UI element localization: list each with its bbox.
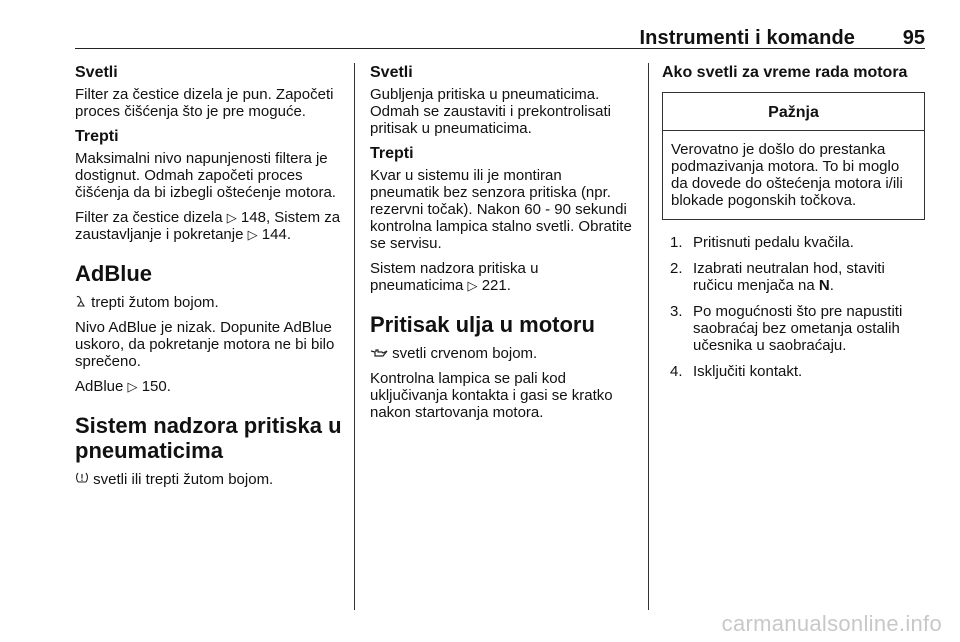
adblue-warning-icon — [75, 294, 87, 311]
page-ref-arrow-icon[interactable]: ▷ — [247, 227, 258, 242]
page-ref-arrow-icon[interactable]: ▷ — [127, 379, 138, 394]
page-number: 95 — [902, 27, 925, 49]
gear-position-label: N — [818, 277, 830, 294]
paragraph: Kvar u sistemu ili je montiran pneumatik bez senzora pritiska (npr. rezervni točak). Nakon 60 - 90 sekundi kontrolna lampica stalno svetli. Obratite se servisu. — [370, 167, 632, 252]
list-item — [662, 234, 925, 251]
paragraph — [75, 294, 343, 311]
section-heading: Svetli — [75, 64, 118, 81]
section-heading: Svetli — [370, 64, 413, 81]
paragraph-text: svetli ili trepti žutom bojom. — [89, 471, 274, 488]
paragraph-text: trepti žutom bojom. — [87, 294, 219, 311]
list-item — [662, 260, 925, 294]
tire-pressure-icon — [75, 471, 89, 488]
list-item — [662, 303, 925, 354]
paragraph: Maksimalni nivo napunjenosti filtera je dostignut. Odmah započeti proces čišćenja da bi izbegli oštećenje motora. — [75, 150, 336, 201]
section-title: Sistem nadzora pritiska u pneumaticima — [75, 413, 342, 463]
page-ref-link[interactable]: 221 — [481, 277, 507, 294]
section-title: AdBlue — [75, 261, 152, 286]
step-text: Pritisnuti pedalu kvačila. — [693, 234, 854, 251]
paragraph-text: Sistem nadzora pritiska u pneumaticima — [370, 260, 539, 294]
caution-box — [662, 92, 925, 220]
paragraph: Filter za čestice dizela je pun. Započeti proces čišćenja što je pre moguće. — [75, 86, 334, 120]
column-2 — [370, 58, 635, 429]
section-heading: Trepti — [75, 128, 119, 145]
page-ref-link[interactable]: 150 — [141, 378, 167, 395]
page-header — [75, 24, 925, 49]
step-number: 1. — [670, 234, 683, 251]
paragraph: Filter za čestice dizela ▷ 148, Sistem za zaustavljanje i pokretanje ▷ 144. — [75, 209, 341, 243]
oil-can-icon — [370, 345, 388, 362]
paragraph-text: Filter za čestice dizela — [75, 209, 227, 226]
step-text — [693, 260, 925, 294]
step-text: Po mogućnosti što pre napustiti saobraćaj bez ometanja ostalih učesnika u saobraćaju. — [693, 303, 903, 354]
header-title: Instrumenti i komande — [639, 27, 855, 49]
paragraph-text: svetli crvenom bojom. — [388, 345, 538, 362]
page-ref-arrow-icon[interactable]: ▷ — [467, 278, 478, 293]
page-ref-arrow-icon[interactable]: ▷ — [226, 210, 237, 225]
caution-title: Pažnja — [663, 93, 924, 131]
page-ref-link[interactable]: 144 — [261, 226, 287, 243]
paragraph: Nivo AdBlue je nizak. Dopunite AdBlue uskoro, da pokretanje motora ne bi bilo sprečeno. — [75, 319, 335, 370]
page-ref-link[interactable]: 148 — [240, 209, 266, 226]
step-text: Isključiti kontakt. — [693, 363, 803, 380]
section-heading: Trepti — [370, 145, 414, 162]
list-item — [662, 363, 925, 380]
step-text-part: Izabrati neutralan hod, staviti ručicu menjača na — [693, 260, 885, 294]
paragraph: Gubljenja pritiska u pneumaticima. Odmah se zaustaviti i prekontrolisati pritisak u pneumaticima. — [370, 86, 611, 137]
paragraph: AdBlue ▷ 150. — [75, 378, 171, 395]
section-title: Pritisak ulja u motoru — [370, 312, 595, 337]
paragraph: Sistem nadzora pritiska u pneumaticima ▷ 221. — [370, 260, 539, 294]
column-3 — [662, 58, 925, 389]
step-number: 2. — [670, 260, 683, 277]
column-divider — [354, 63, 355, 610]
watermark: carmanualsonline.info — [721, 611, 942, 636]
paragraph — [370, 345, 635, 362]
paragraph: Kontrolna lampica se pali kod uključivanja kontakta i gasi se kratko nakon startovanja motora. — [370, 370, 613, 421]
column-divider — [648, 63, 649, 610]
steps-list — [662, 234, 925, 380]
section-heading: Ako svetli za vreme rada motora — [662, 64, 908, 81]
step-number: 4. — [670, 363, 683, 380]
step-text-part: . — [829, 277, 834, 294]
paragraph-text: AdBlue — [75, 378, 128, 395]
paragraph-text: , Sistem za zaustavljanje i pokretanje — [75, 209, 341, 243]
column-1 — [75, 58, 343, 496]
step-number: 3. — [670, 303, 683, 320]
caution-text: Verovatno je došlo do prestanka podmazivanja motora. To bi moglo da dovede do oštećenja motora i/ili blokade pogonskih točkova. — [671, 141, 903, 209]
paragraph — [75, 471, 343, 488]
